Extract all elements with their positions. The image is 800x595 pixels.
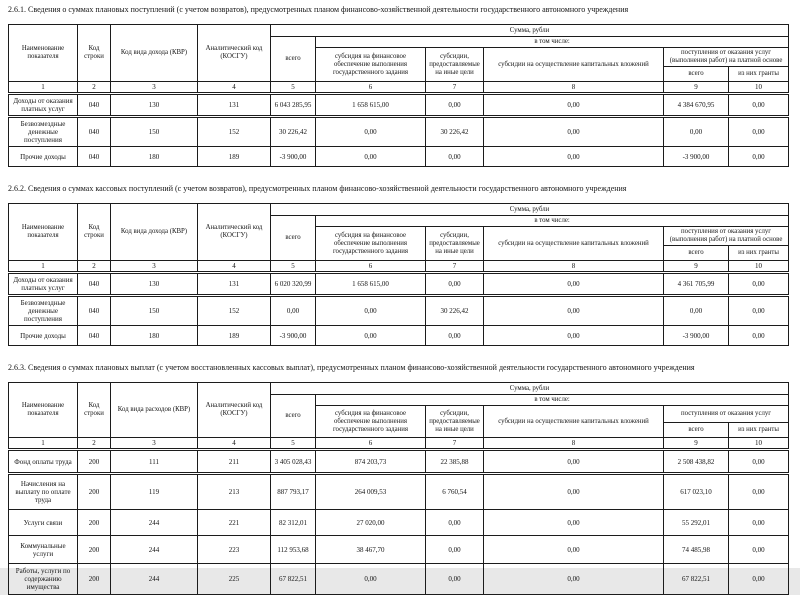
col-header-subsidy-capital: субсидии на осуществление капитальных вложений [484, 406, 664, 438]
col-number: 1 [9, 261, 78, 273]
cell-indicator-name: Работы, услуги по содержанию имущества [9, 564, 78, 595]
cell-paid-services-total: 2 508 438,82 [664, 450, 729, 474]
cell-total: 30 226,42 [271, 117, 316, 147]
col-number: 9 [664, 82, 729, 94]
cell-line-code: 040 [78, 117, 111, 147]
cell-grants: 0,00 [729, 147, 789, 167]
col-number: 10 [729, 438, 789, 450]
cell-grants: 0,00 [729, 117, 789, 147]
col-header-grants: из них гранты [729, 423, 789, 438]
cell-total: 67 822,51 [271, 564, 316, 595]
cell-expense-type-code: 244 [111, 536, 198, 564]
col-number: 10 [729, 82, 789, 94]
col-header-paid-services-group: поступления от оказания услуг (выполнения работ) на платной основе [664, 227, 789, 246]
cell-subsidy-capital: 0,00 [484, 117, 664, 147]
table-row [9, 450, 789, 474]
col-number: 5 [271, 261, 316, 273]
cell-analytic-code: 189 [198, 326, 271, 346]
cell-indicator-name: Коммунальные услуги [9, 536, 78, 564]
cell-total: 82 312,01 [271, 510, 316, 536]
col-header-total: всего [271, 395, 316, 438]
cell-subsidy-capital: 0,00 [484, 296, 664, 326]
col-header-paid-services-total: всего [664, 246, 729, 261]
cell-income-type-code: 150 [111, 117, 198, 147]
cell-expense-type-code: 244 [111, 564, 198, 595]
cell-total: 6 043 285,95 [271, 94, 316, 117]
table-row [9, 94, 789, 117]
cell-grants: 0,00 [729, 296, 789, 326]
cell-indicator-name: Прочие доходы [9, 147, 78, 167]
section-title: 2.6.2. Сведения о суммах кассовых поступлений (с учетом возвратов), предусмотренных планом финансово-хозяйственной деятельности государственного автономного учреждения [8, 184, 627, 193]
column-number-row [9, 261, 789, 273]
cell-subsidy-other-goals: 0,00 [426, 273, 484, 296]
cell-subsidy-capital: 0,00 [484, 273, 664, 296]
cell-line-code: 040 [78, 94, 111, 117]
cell-subsidy-state-task: 0,00 [316, 326, 426, 346]
cell-indicator-name: Начисления на выплату по оплате труда [9, 474, 78, 510]
section-title: 2.6.3. Сведения о суммах плановых выплат (с учетом восстановленных кассовых выплат), предусмотренных планом финансово-хозяйственной деятельности государственного автономного учреждения [8, 363, 695, 372]
cell-subsidy-state-task: 0,00 [316, 147, 426, 167]
section-title: 2.6.1. Сведения о суммах плановых поступлений (с учетом возвратов), предусмотренных планом финансово-хозяйственной деятельности государственного автономного учреждения [8, 5, 629, 14]
cell-indicator-name: Фонд оплаты труда [9, 450, 78, 474]
col-header-income-type-code: Код вида дохода (КВР) [111, 25, 198, 82]
col-header-including: в том числе: [316, 216, 789, 227]
cell-subsidy-other-goals: 0,00 [426, 94, 484, 117]
cell-paid-services-total: -3 900,00 [664, 326, 729, 346]
table-row [9, 296, 789, 326]
cell-indicator-name: Безвозмездные денежные поступления [9, 296, 78, 326]
col-number: 7 [426, 82, 484, 94]
table-row [9, 564, 789, 595]
col-header-paid-services-group: поступления от оказания услуг (выполнения работ) на платной основе [664, 48, 789, 67]
cell-subsidy-other-goals: 0,00 [426, 326, 484, 346]
cell-paid-services-total: 74 485,98 [664, 536, 729, 564]
col-number: 4 [198, 261, 271, 273]
col-number: 6 [316, 82, 426, 94]
cell-subsidy-capital: 0,00 [484, 474, 664, 510]
table-row [9, 117, 789, 147]
col-number: 7 [426, 261, 484, 273]
section-planned-receipts [8, 5, 790, 167]
cell-subsidy-state-task: 264 009,53 [316, 474, 426, 510]
table-planned-receipts [8, 24, 789, 167]
col-header-subsidy-state-task: субсидия на финансовое обеспечение выполнения государственного задания [316, 406, 426, 438]
cell-line-code: 040 [78, 273, 111, 296]
cell-subsidy-other-goals: 30 226,42 [426, 296, 484, 326]
cell-subsidy-other-goals: 30 226,42 [426, 117, 484, 147]
col-number: 2 [78, 82, 111, 94]
cell-line-code: 200 [78, 510, 111, 536]
cell-paid-services-total: 55 292,01 [664, 510, 729, 536]
cell-indicator-name: Безвозмездные денежные поступления [9, 117, 78, 147]
cell-subsidy-capital: 0,00 [484, 450, 664, 474]
col-number: 9 [664, 261, 729, 273]
col-header-grants: из них гранты [729, 67, 789, 82]
cell-paid-services-total: 617 023,10 [664, 474, 729, 510]
table-cash-receipts [8, 203, 789, 346]
cell-line-code: 200 [78, 536, 111, 564]
cell-grants: 0,00 [729, 510, 789, 536]
col-header-subsidy-state-task: субсидия на финансовое обеспечение выполнения государственного задания [316, 227, 426, 261]
cell-total: -3 900,00 [271, 326, 316, 346]
col-header-expense-type-code: Код вида расходов (КВР) [111, 383, 198, 438]
cell-indicator-name: Доходы от оказания платных услуг [9, 273, 78, 296]
cell-total: 3 405 028,43 [271, 450, 316, 474]
cell-total: 0,00 [271, 296, 316, 326]
cell-subsidy-other-goals: 22 385,88 [426, 450, 484, 474]
col-number: 5 [271, 82, 316, 94]
col-header-line-code: Код строки [78, 25, 111, 82]
cell-analytic-code: 189 [198, 147, 271, 167]
cell-indicator-name: Прочие доходы [9, 326, 78, 346]
cell-line-code: 200 [78, 564, 111, 595]
cell-income-type-code: 180 [111, 147, 198, 167]
col-number: 6 [316, 261, 426, 273]
col-number: 10 [729, 261, 789, 273]
cell-analytic-code: 221 [198, 510, 271, 536]
cell-subsidy-state-task: 38 467,70 [316, 536, 426, 564]
col-number: 8 [484, 438, 664, 450]
col-number: 8 [484, 261, 664, 273]
cell-subsidy-other-goals: 0,00 [426, 510, 484, 536]
col-header-line-code: Код строки [78, 383, 111, 438]
cell-grants: 0,00 [729, 474, 789, 510]
cell-expense-type-code: 119 [111, 474, 198, 510]
col-header-grants: из них гранты [729, 246, 789, 261]
col-header-analytic-code: Аналитический код (КОСГУ) [198, 204, 271, 261]
col-number: 5 [271, 438, 316, 450]
section-cash-receipts [8, 184, 790, 346]
table-row [9, 474, 789, 510]
col-header-indicator-name: Наименование показателя [9, 25, 78, 82]
cell-analytic-code: 213 [198, 474, 271, 510]
cell-analytic-code: 211 [198, 450, 271, 474]
column-number-row [9, 438, 789, 450]
cell-grants: 0,00 [729, 273, 789, 296]
cell-analytic-code: 152 [198, 117, 271, 147]
col-header-line-code: Код строки [78, 204, 111, 261]
table-planned-payments [8, 382, 789, 595]
cell-total: -3 900,00 [271, 147, 316, 167]
cell-analytic-code: 131 [198, 273, 271, 296]
cell-subsidy-capital: 0,00 [484, 564, 664, 595]
col-header-analytic-code: Аналитический код (КОСГУ) [198, 25, 271, 82]
col-header-including: в том числе: [316, 395, 789, 406]
cell-paid-services-total: -3 900,00 [664, 147, 729, 167]
cell-subsidy-other-goals: 0,00 [426, 536, 484, 564]
section-planned-payments [8, 363, 790, 595]
col-number: 1 [9, 82, 78, 94]
col-number: 3 [111, 261, 198, 273]
col-number: 2 [78, 438, 111, 450]
cell-paid-services-total: 4 361 705,99 [664, 273, 729, 296]
cell-grants: 0,00 [729, 564, 789, 595]
cell-line-code: 040 [78, 147, 111, 167]
col-header-indicator-name: Наименование показателя [9, 383, 78, 438]
col-number: 3 [111, 438, 198, 450]
cell-income-type-code: 130 [111, 273, 198, 296]
col-header-paid-services-group: поступления от оказания услуг [664, 406, 789, 423]
col-header-sum-group: Сумма, рубли [271, 204, 789, 216]
cell-paid-services-total: 0,00 [664, 296, 729, 326]
cell-income-type-code: 180 [111, 326, 198, 346]
cell-expense-type-code: 111 [111, 450, 198, 474]
cell-subsidy-capital: 0,00 [484, 94, 664, 117]
table-row [9, 147, 789, 167]
cell-grants: 0,00 [729, 450, 789, 474]
cell-subsidy-capital: 0,00 [484, 326, 664, 346]
col-header-sum-group: Сумма, рубли [271, 383, 789, 395]
col-number: 2 [78, 261, 111, 273]
cell-subsidy-capital: 0,00 [484, 536, 664, 564]
col-number: 4 [198, 438, 271, 450]
cell-subsidy-state-task: 874 203,73 [316, 450, 426, 474]
cell-grants: 0,00 [729, 326, 789, 346]
table-row [9, 326, 789, 346]
table-row [9, 273, 789, 296]
cell-grants: 0,00 [729, 94, 789, 117]
cell-subsidy-state-task: 0,00 [316, 296, 426, 326]
cell-subsidy-state-task: 0,00 [316, 117, 426, 147]
col-header-subsidy-other-goals: субсидии, предоставляемые на иные цели [426, 406, 484, 438]
col-header-paid-services-total: всего [664, 67, 729, 82]
col-header-subsidy-other-goals: субсидии, предоставляемые на иные цели [426, 48, 484, 82]
col-header-subsidy-capital: субсидии на осуществление капитальных вложений [484, 227, 664, 261]
cell-total: 6 020 320,99 [271, 273, 316, 296]
cell-expense-type-code: 244 [111, 510, 198, 536]
cell-line-code: 200 [78, 474, 111, 510]
cell-subsidy-state-task: 1 658 615,00 [316, 94, 426, 117]
col-header-total: всего [271, 37, 316, 82]
table-row [9, 536, 789, 564]
cell-analytic-code: 225 [198, 564, 271, 595]
cell-total: 887 793,17 [271, 474, 316, 510]
cell-subsidy-state-task: 1 658 615,00 [316, 273, 426, 296]
cell-subsidy-other-goals: 6 760,54 [426, 474, 484, 510]
col-header-indicator-name: Наименование показателя [9, 204, 78, 261]
cell-total: 112 953,68 [271, 536, 316, 564]
cell-grants: 0,00 [729, 536, 789, 564]
col-header-subsidy-other-goals: субсидии, предоставляемые на иные цели [426, 227, 484, 261]
cell-subsidy-capital: 0,00 [484, 510, 664, 536]
col-header-subsidy-state-task: субсидия на финансовое обеспечение выполнения государственного задания [316, 48, 426, 82]
cell-line-code: 200 [78, 450, 111, 474]
col-number: 1 [9, 438, 78, 450]
col-number: 9 [664, 438, 729, 450]
cell-line-code: 040 [78, 326, 111, 346]
cell-indicator-name: Услуги связи [9, 510, 78, 536]
cell-paid-services-total: 67 822,51 [664, 564, 729, 595]
col-number: 8 [484, 82, 664, 94]
cell-analytic-code: 223 [198, 536, 271, 564]
col-header-including: в том числе: [316, 37, 789, 48]
table-row [9, 510, 789, 536]
col-number: 3 [111, 82, 198, 94]
cell-subsidy-other-goals: 0,00 [426, 564, 484, 595]
col-header-analytic-code: Аналитический код (КОСГУ) [198, 383, 271, 438]
cell-line-code: 040 [78, 296, 111, 326]
cell-subsidy-state-task: 27 020,00 [316, 510, 426, 536]
column-number-row [9, 82, 789, 94]
col-number: 6 [316, 438, 426, 450]
col-number: 7 [426, 438, 484, 450]
cell-paid-services-total: 4 384 670,95 [664, 94, 729, 117]
col-header-income-type-code: Код вида дохода (КВР) [111, 204, 198, 261]
cell-indicator-name: Доходы от оказания платных услуг [9, 94, 78, 117]
col-header-total: всего [271, 216, 316, 261]
col-header-paid-services-total: всего [664, 423, 729, 438]
cell-income-type-code: 150 [111, 296, 198, 326]
cell-paid-services-total: 0,00 [664, 117, 729, 147]
cell-subsidy-capital: 0,00 [484, 147, 664, 167]
col-header-sum-group: Сумма, рубли [271, 25, 789, 37]
col-header-subsidy-capital: субсидии на осуществление капитальных вложений [484, 48, 664, 82]
col-number: 4 [198, 82, 271, 94]
cell-income-type-code: 130 [111, 94, 198, 117]
cell-analytic-code: 152 [198, 296, 271, 326]
cell-analytic-code: 131 [198, 94, 271, 117]
cell-subsidy-state-task: 0,00 [316, 564, 426, 595]
cell-subsidy-other-goals: 0,00 [426, 147, 484, 167]
